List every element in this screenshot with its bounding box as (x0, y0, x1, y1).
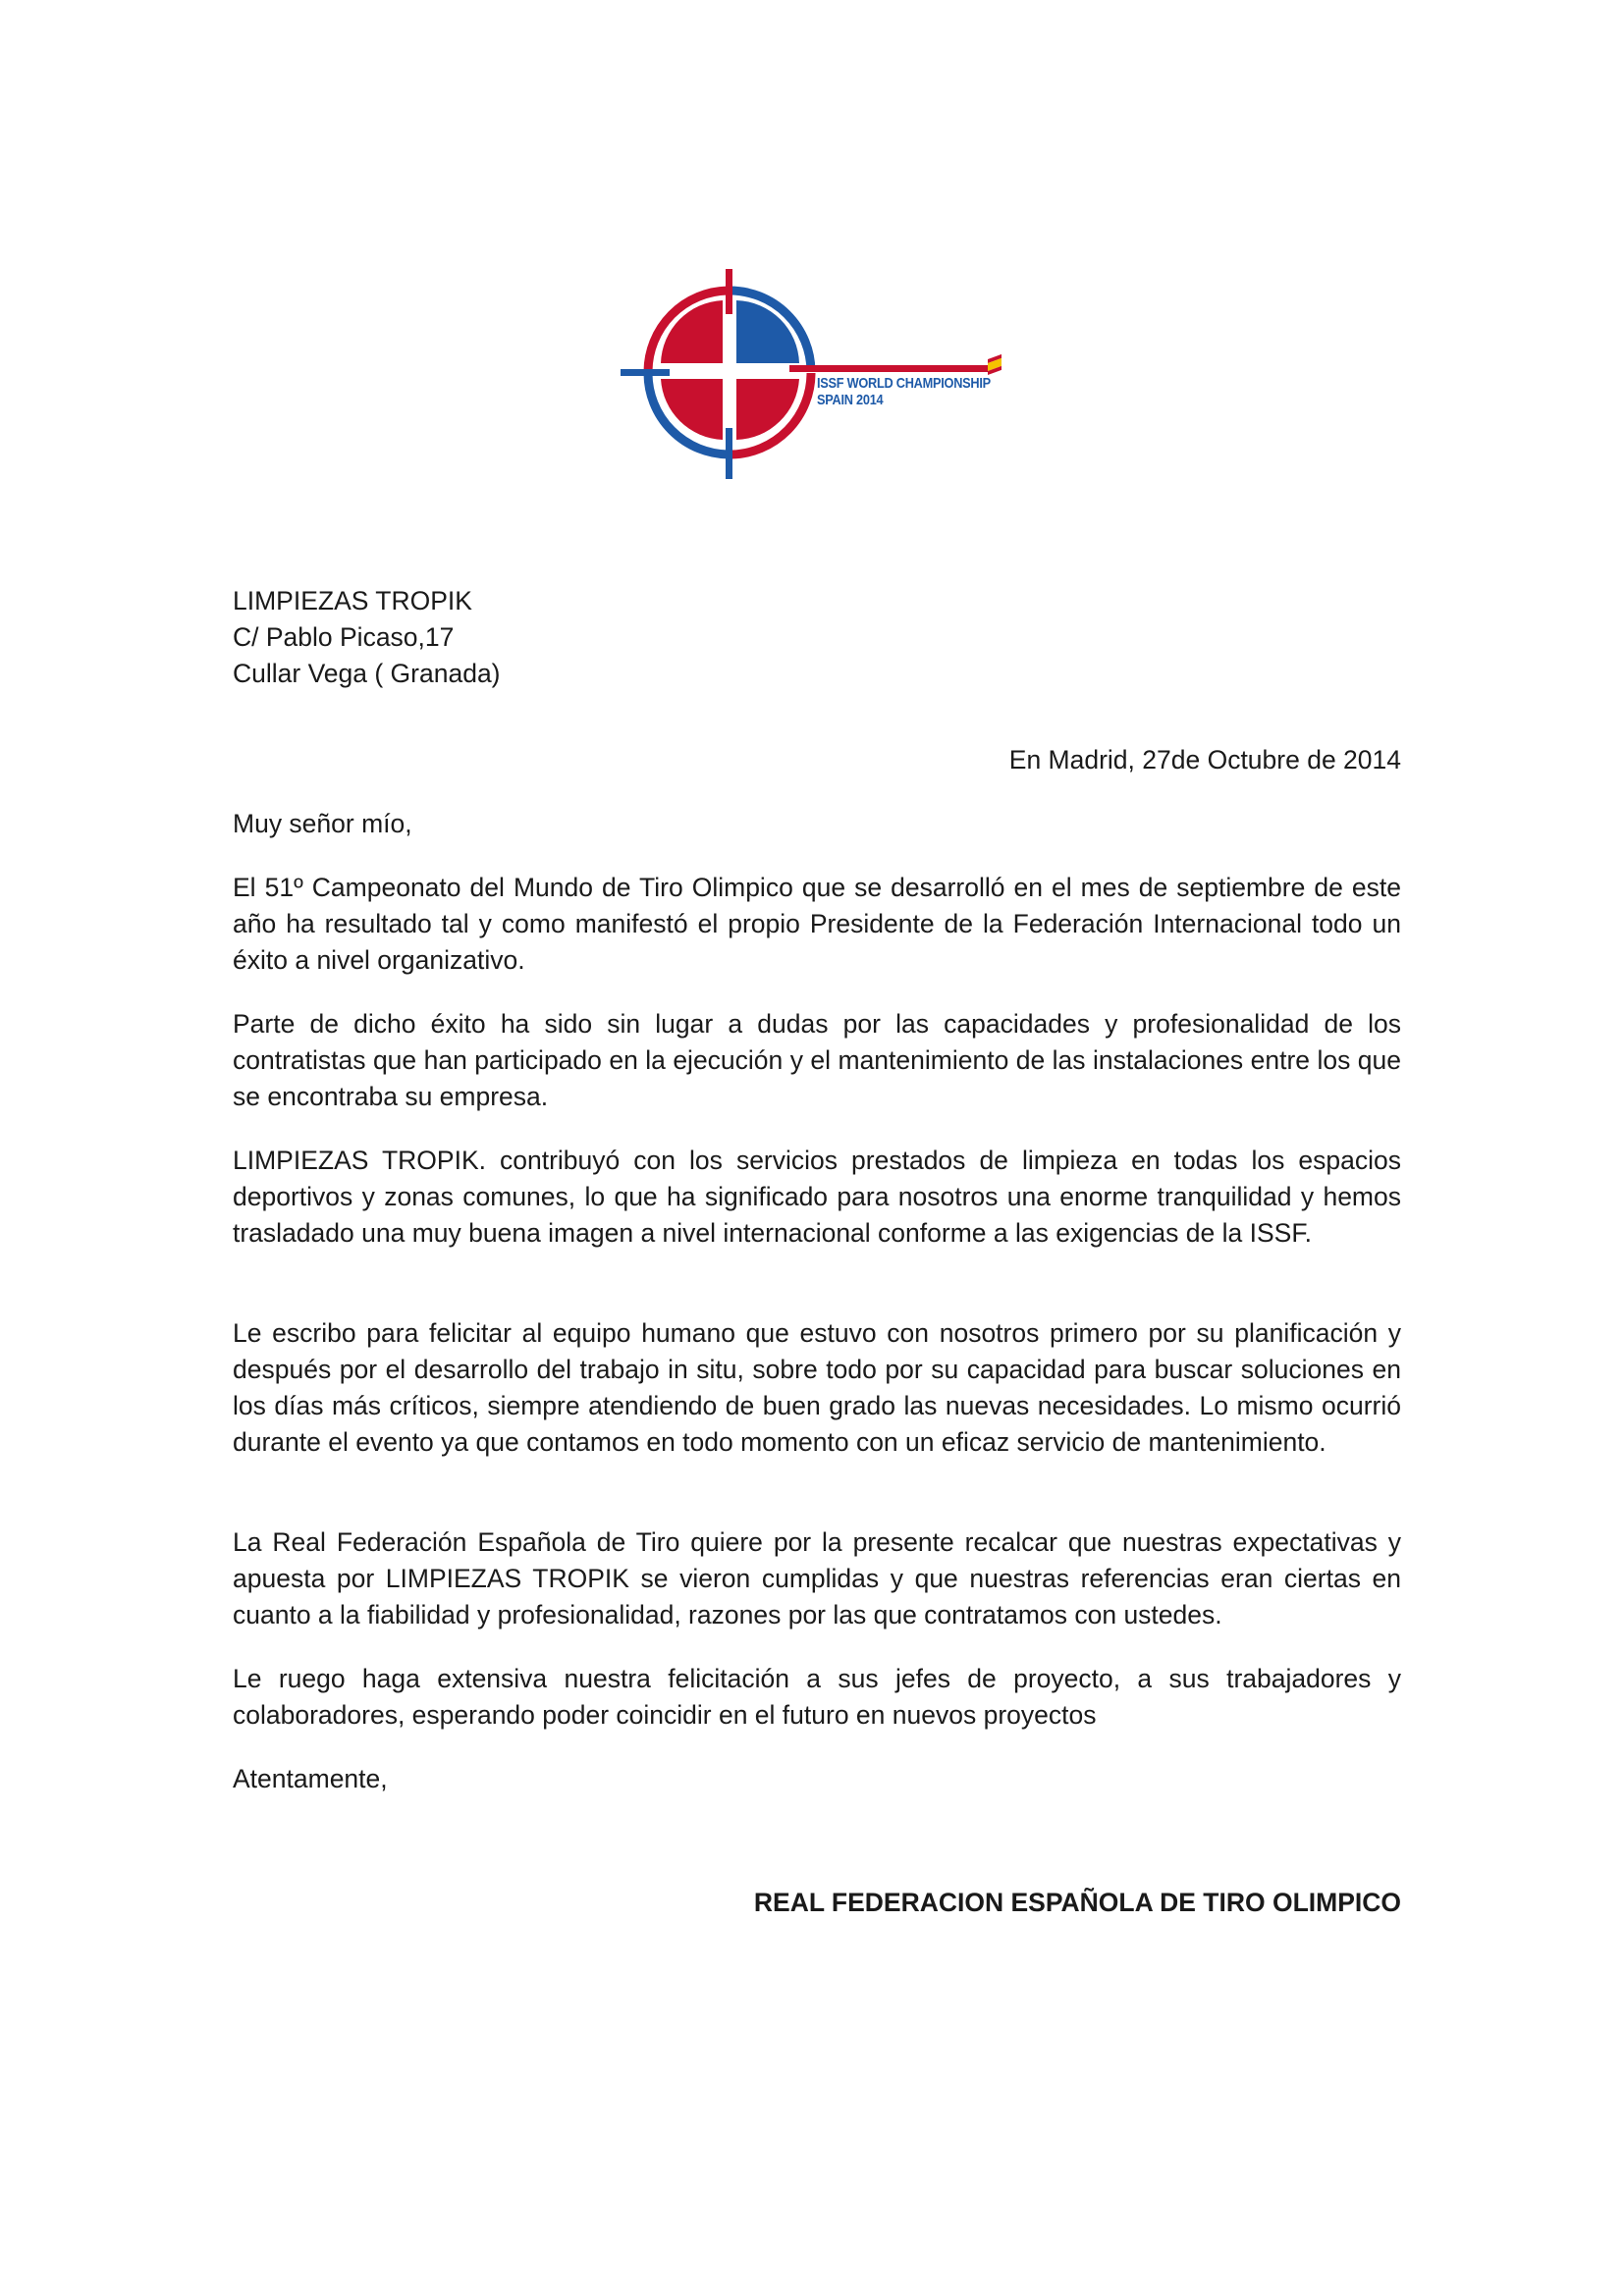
issf-championship-logo (617, 263, 1019, 485)
body-paragraph-1: El 51º Campeonato del Mundo de Tiro Olimpico que se desarrolló en el mes de septiembre de este año ha resultado tal y como manifestó el propio Presidente de la Federación Internacional todo un éxito a nivel organizativo. (233, 873, 1401, 975)
logo-caption-line2: SPAIN 2014 (817, 392, 884, 408)
letter-date: En Madrid, 27de Octubre de 2014 (1008, 745, 1401, 774)
closing: Atentamente, (233, 1764, 388, 1793)
logo-caption-line1: ISSF WORLD CHAMPIONSHIP (817, 375, 991, 392)
recipient-street: C/ Pablo Picaso,17 (233, 622, 455, 652)
recipient-city: Cullar Vega ( Granada) (233, 659, 501, 688)
body-paragraph-6: Le ruego haga extensiva nuestra felicitación a sus jefes de proyecto, a sus trabajadores y colaboradores, esperando poder coincidir en el futuro en nuevos proyectos (233, 1664, 1401, 1730)
signature: REAL FEDERACION ESPAÑOLA DE TIRO OLIMPICO (753, 1888, 1401, 1917)
body-paragraph-5: La Real Federación Española de Tiro quiere por la presente recalcar que nuestras expectativas y apuesta por LIMPIEZAS TROPIK se vieron cumplidas y que nuestras referencias eran ciertas en cuanto a la fiabilidad y profesionalidad, razones por las que contratamos con ustedes. (233, 1527, 1401, 1629)
recipient-address (233, 583, 1401, 692)
body-paragraph-3: LIMPIEZAS TROPIK. contribuyó con los servicios prestados de limpieza en todas los espacios deportivos y zonas comunes, lo que ha significado para nosotros una enorme tranquilidad y hemos trasladado una muy buena imagen a nivel internacional conforme a las exigencias de la ISSF. (233, 1146, 1401, 1248)
body-paragraph-2: Parte de dicho éxito ha sido sin lugar a dudas por las capacidades y profesionalidad de los contratistas que han participado en la ejecución y el mantenimiento de las instalaciones entre los que se encontraba su empresa. (233, 1009, 1401, 1111)
recipient-name: LIMPIEZAS TROPIK (233, 586, 472, 615)
logo-caption (817, 375, 991, 408)
salutation: Muy señor mío, (233, 809, 412, 838)
body-paragraph-4: Le escribo para felicitar al equipo humano que estuvo con nosotros primero por su planificación y después por el desarrollo del trabajo in situ, sobre todo por su capacidad para buscar soluciones en los días más críticos, siempre atendiendo de buen grado las nuevas necesidades. Lo mismo ocurrió durante el evento ya que contamos en todo momento con un eficaz servicio de mantenimiento. (233, 1318, 1401, 1457)
